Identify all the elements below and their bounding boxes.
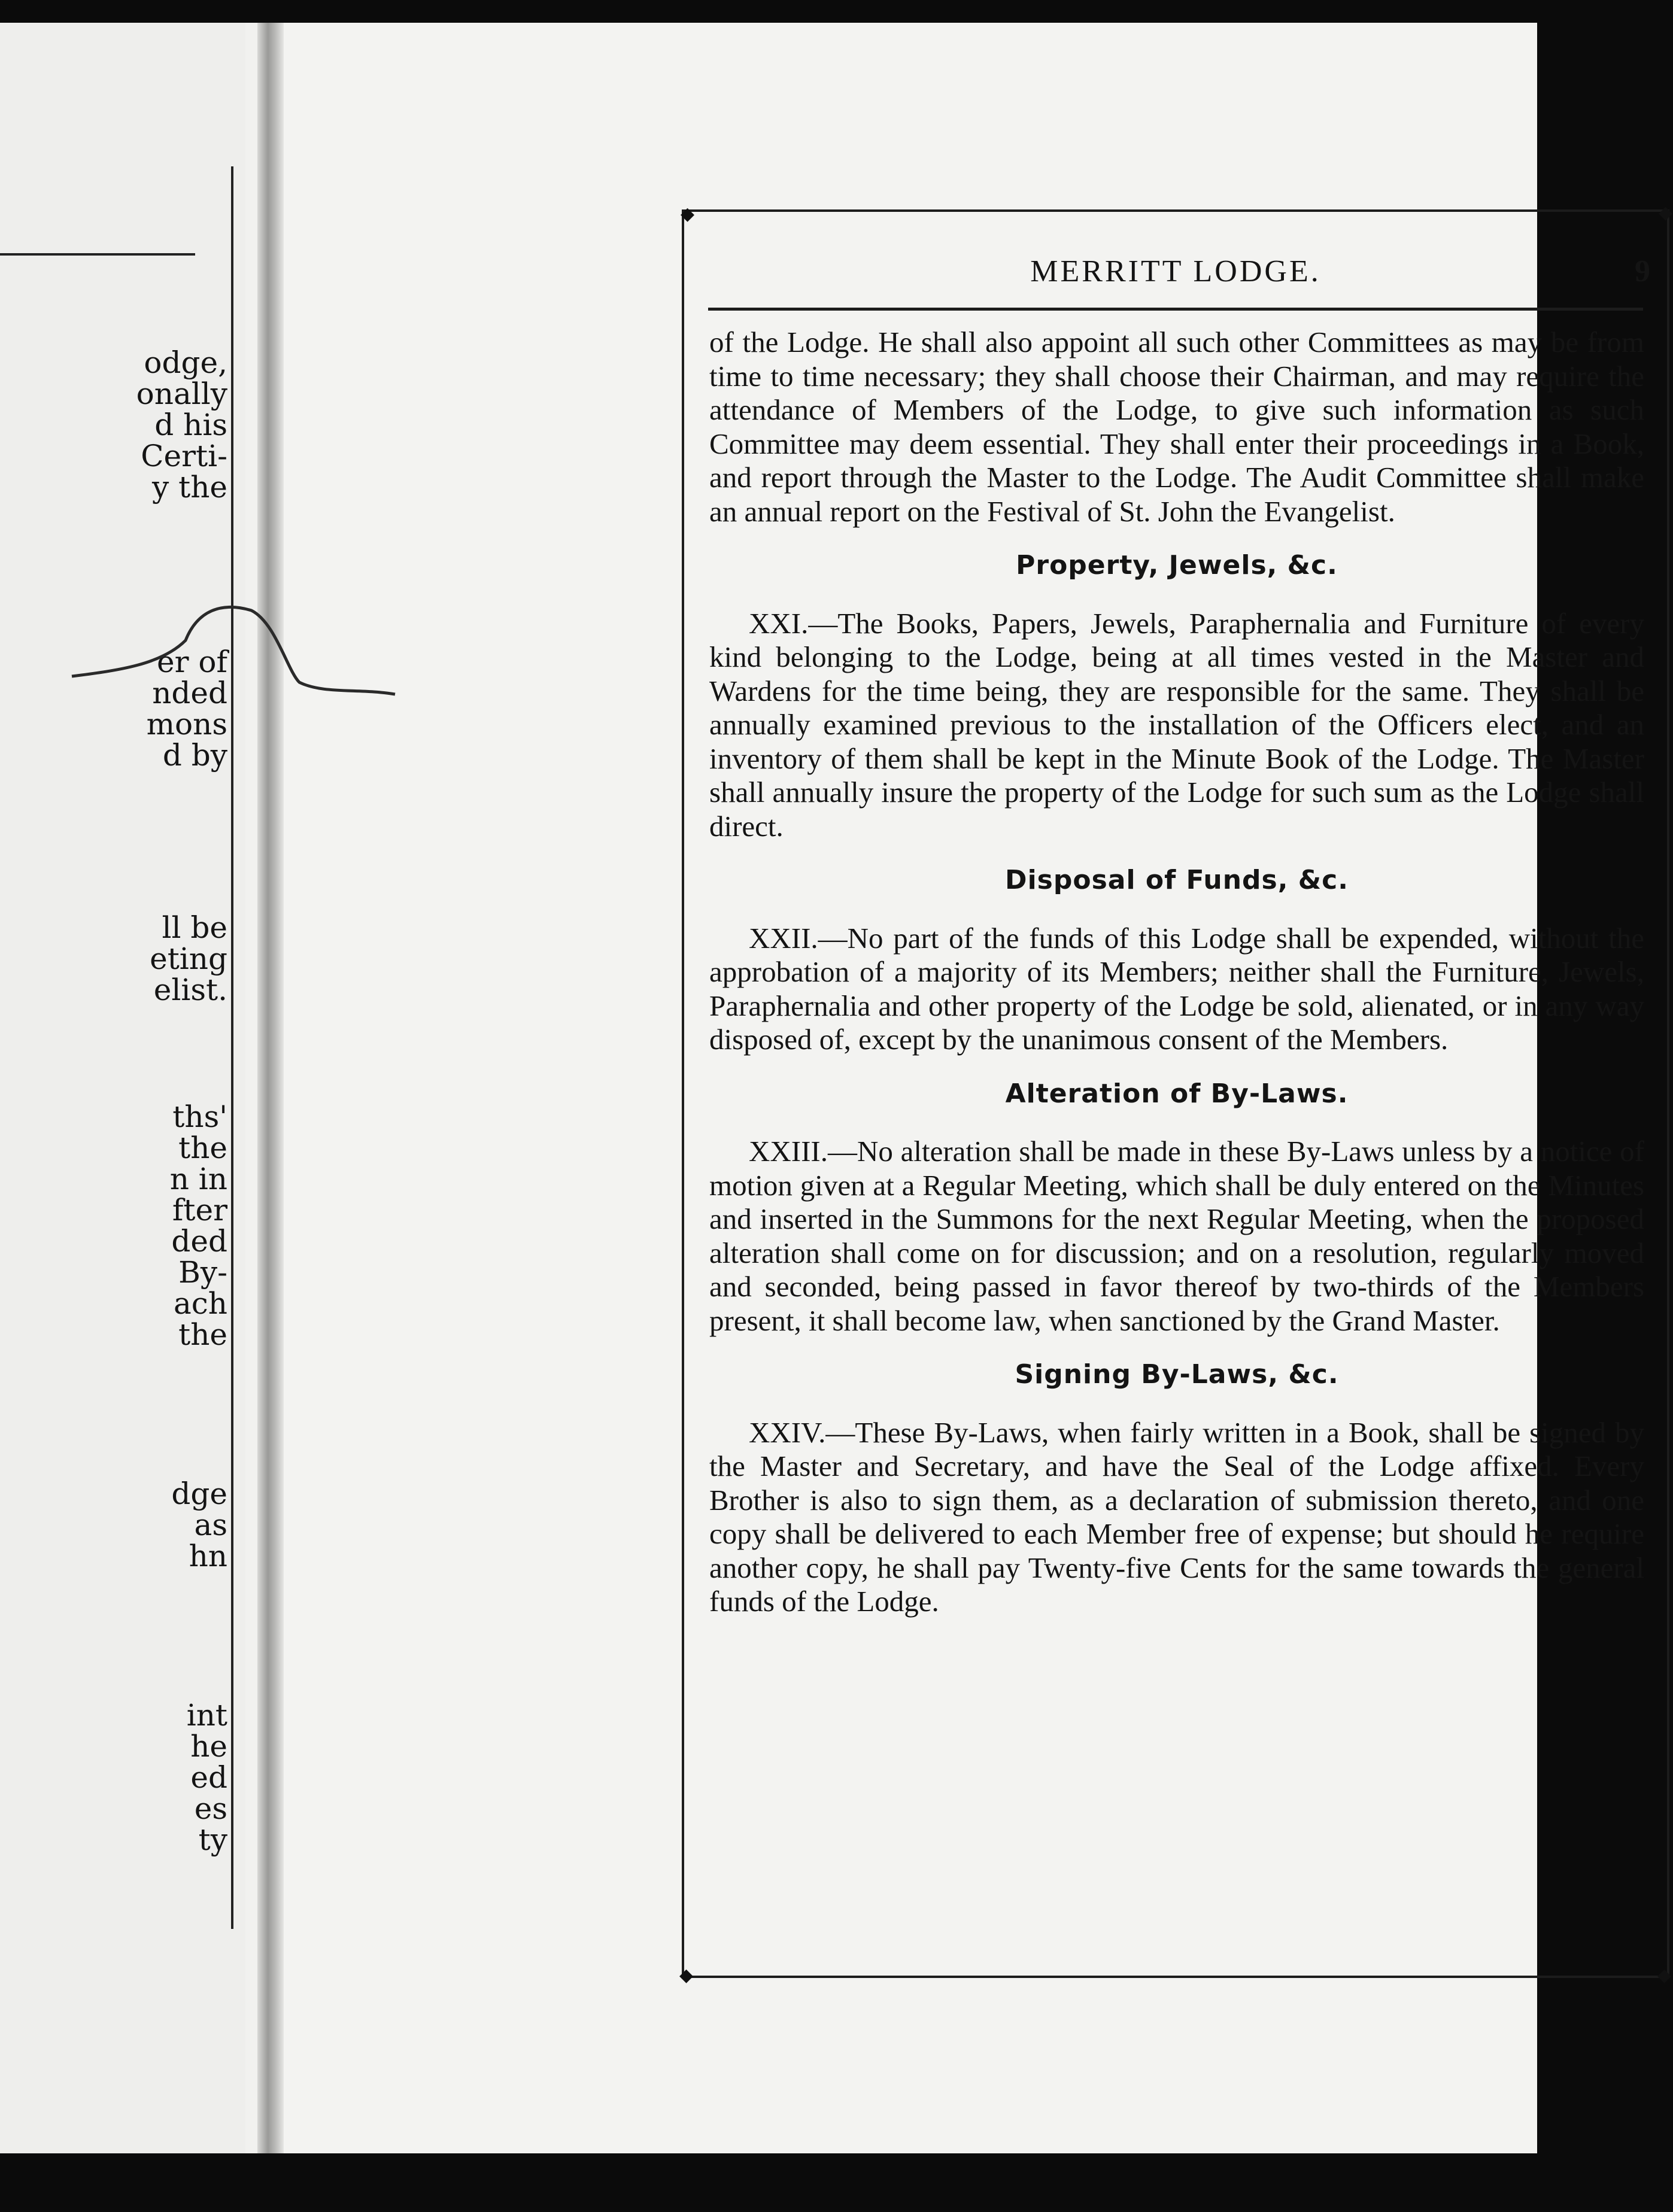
left-fragment: elist.: [153, 973, 227, 1007]
left-fragment: er of: [157, 645, 227, 679]
page-body: [709, 326, 1644, 1619]
left-fragment: the: [178, 1317, 227, 1352]
left-fragment: ed: [190, 1760, 227, 1795]
left-fragment: eting: [150, 941, 227, 976]
left-fragment: d by: [162, 738, 227, 773]
left-fragment: y the: [151, 470, 227, 505]
left-fragment: odge,: [144, 345, 227, 380]
section-heading: Disposal of Funds, &c.: [1005, 865, 1349, 895]
left-fragment: he: [190, 1729, 227, 1764]
left-fragment: ll be: [162, 910, 227, 945]
article-paragraph: XXIV.—These By-Laws, when fairly written in a Book, shall be signed by the Master and Secretary, and have the Seal of the Lodge affixed. Every Brother is also to sign them, as a declaration of submission thereto, and one copy shall be delivered to each Member free of expense; but should he require another copy, he shall pay Twenty-five Cents for the same towards the general funds of the Lodge.: [709, 1415, 1644, 1618]
page-border-frame: [679, 202, 1673, 1986]
left-fragment: onally: [136, 376, 227, 411]
book-gutter: [257, 23, 284, 2153]
left-fragment: ty: [198, 1822, 227, 1857]
running-title: MERRITT LODGE.: [1030, 254, 1321, 288]
intro-paragraph: of the Lodge. He shall also appoint all such other Committees as may be from time to time necessary; they shall choose their Chairman, and may require the attendance of Members of the Lodge, to give such information as such Committee may deem essential. They shall enter their proceedings in a Book, and report through the Master to the Lodge. The Audit Committee shall make an annual report on the Festival of St. John the Evangelist.: [709, 326, 1644, 528]
left-fragment: hn: [189, 1539, 227, 1573]
left-fragment: mons: [146, 707, 227, 742]
left-page-rule: [0, 253, 195, 256]
left-fragment: Certi-: [141, 439, 227, 473]
left-fragment: es: [194, 1791, 227, 1826]
article-paragraph: XXI.—The Books, Papers, Jewels, Paraphernalia and Furniture of every kind belonging to the Lodge, being at all times vested in the Master and Wardens for the time being, they are responsible for the same. They shall be annually examined previous to the installation of the Officers elect, and an inventory of them shall be kept in the Minute Book of the Lodge. The Master shall annually insure the property of the Lodge for such sum as the Lodge shall direct.: [709, 606, 1644, 843]
left-page-edge: [0, 23, 245, 2153]
corner-ornament-icon: ◆: [1659, 202, 1673, 223]
left-fragment: int: [186, 1698, 227, 1733]
left-fragment: dge: [171, 1476, 227, 1511]
left-fragment: the: [178, 1131, 227, 1165]
section-heading: Alteration of By-Laws.: [1005, 1078, 1349, 1109]
left-fragment: nded: [152, 676, 227, 710]
left-fragment: d his: [154, 408, 227, 442]
section-heading: Signing By-Laws, &c.: [1015, 1359, 1339, 1390]
corner-ornament-icon: ◆: [681, 203, 695, 224]
left-fragment: fter: [172, 1193, 227, 1227]
article-paragraph: XXIII.—No alteration shall be made in these By-Laws unless by a notice of motion given at a Regular Meeting, which shall be duly entered on the Minutes and inserted in the Summons for the next Regular Meeting, when the proposed alteration shall come on for discussion; and on a resolution, regularly moved and seconded, being passed in favor thereof by two-thirds of the Members present, it shall become law, when sanctioned by the Grand Master.: [709, 1135, 1644, 1337]
article-paragraph: XXII.—No part of the funds of this Lodge shall be expended, without the approbation of a majority of its Members; neither shall the Furniture, Jewels, Paraphernalia and other property of the Lodge be sold, alienated, or in any way disposed of, except by the unanimous consent of the Members.: [709, 921, 1644, 1056]
left-fragment: ths': [172, 1099, 227, 1134]
corner-ornament-icon: ◆: [1657, 1965, 1672, 1986]
section-heading: Property, Jewels, &c.: [1016, 550, 1338, 581]
right-page: [284, 23, 1673, 2153]
header-rule: [708, 308, 1643, 311]
left-fragment: ded: [171, 1224, 227, 1259]
page-number: 9: [1635, 254, 1650, 288]
left-fragment: n in: [169, 1162, 227, 1196]
corner-ornament-icon: ◆: [679, 1965, 694, 1986]
left-fragment: ach: [173, 1286, 227, 1321]
paper-crease-mark: [72, 604, 431, 712]
left-fragment: By-: [178, 1255, 227, 1290]
left-fragment: as: [194, 1508, 227, 1542]
